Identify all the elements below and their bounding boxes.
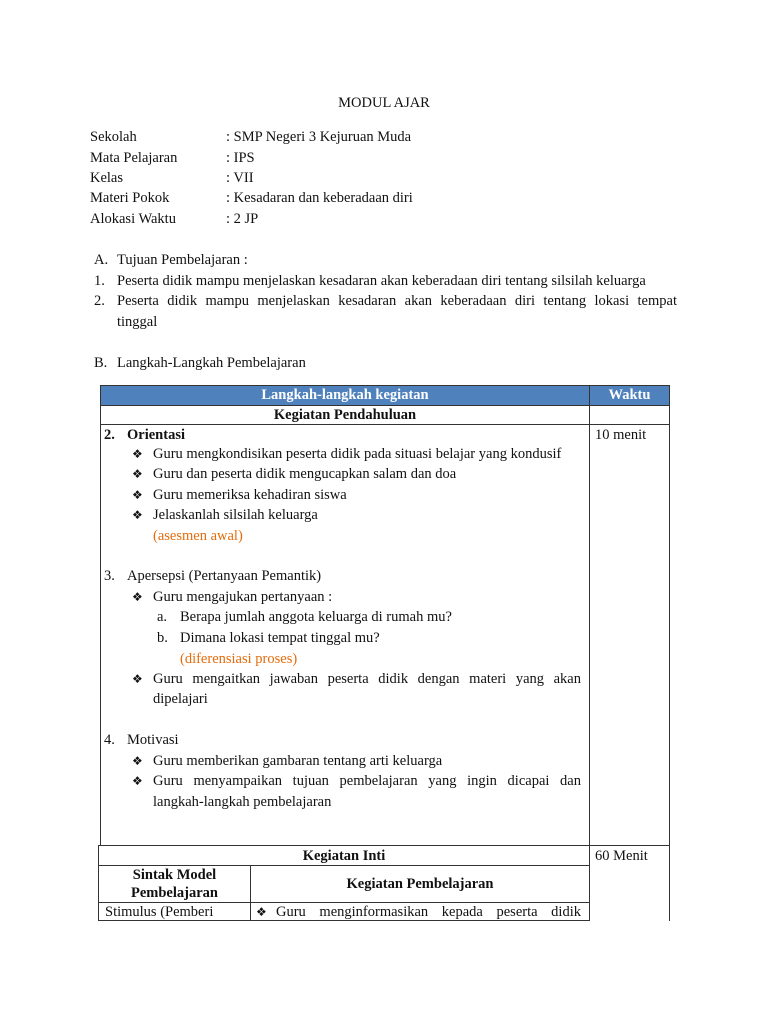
section-a-marker: A.	[94, 252, 109, 268]
page-title: MODUL AJAR	[338, 95, 430, 111]
table-border	[669, 385, 670, 921]
info-value: : SMP Negeri 3 Kejuruan Muda	[226, 129, 412, 145]
info-label: Materi Pokok	[90, 190, 170, 206]
list-item: langkah-langkah pembelajaran	[153, 794, 332, 810]
bullet-icon: ❖	[132, 447, 143, 461]
differentiation-note: (diferensiasi proses)	[180, 651, 298, 667]
info-value: : VII	[226, 170, 254, 186]
list-item: Guru mengajukan pertanyaan :	[153, 589, 333, 605]
list-item: Guru memeriksa kehadiran siswa	[153, 487, 347, 503]
orientasi-time: 10 menit	[595, 427, 647, 443]
list-number: 2.	[94, 293, 105, 309]
question-text: Dimana lokasi tempat tinggal mu?	[180, 630, 380, 646]
info-label: Kelas	[90, 170, 124, 186]
apersepsi-number: 3.	[104, 568, 115, 584]
list-item-text: Peserta didik mampu menjelaskan kesadaran akan keberadaan diri tentang silsilah keluarga	[117, 273, 646, 289]
table-border	[589, 385, 590, 921]
info-value: : IPS	[226, 150, 255, 166]
list-item: Guru mengkondisikan peserta didik pada situasi belajar yang kondusif	[153, 446, 562, 462]
question-marker: a.	[157, 609, 168, 625]
list-item: Jelaskanlah silsilah keluarga	[153, 507, 318, 523]
activity-header: Kegiatan Pembelajaran	[346, 876, 494, 892]
question-marker: b.	[157, 630, 168, 646]
table-border	[100, 385, 670, 386]
apersepsi-title: Apersepsi (Pertanyaan Pemantik)	[127, 568, 322, 584]
syntax-cell: Stimulus (Pemberi	[105, 904, 214, 920]
bullet-icon: ❖	[132, 672, 143, 686]
table-border	[100, 424, 670, 425]
table-header-activity: Langkah-langkah kegiatan	[261, 387, 429, 403]
list-item: dipelajari	[153, 691, 208, 707]
bullet-icon: ❖	[132, 508, 143, 522]
info-label: Mata Pelajaran	[90, 150, 178, 166]
section-a-heading: Tujuan Pembelajaran :	[117, 252, 248, 268]
list-number: 1.	[94, 273, 105, 289]
bullet-icon: ❖	[132, 590, 143, 604]
list-item: Guru dan peserta didik mengucapkan salam dan doa	[153, 466, 457, 482]
bullet-icon: ❖	[132, 467, 143, 481]
pendahuluan-title: Kegiatan Pendahuluan	[273, 407, 417, 423]
info-label: Sekolah	[90, 129, 137, 145]
list-item: Guru menyampaikan tujuan pembelajaran yang ingin dicapai dan	[153, 773, 581, 789]
motivasi-number: 4.	[104, 732, 115, 748]
section-b-marker: B.	[94, 355, 108, 371]
list-item: Guru mengaitkan jawaban peserta didik dengan materi yang akan	[153, 671, 581, 687]
inti-time: 60 Menit	[595, 848, 648, 864]
syntax-header-line2: Pembelajaran	[131, 885, 218, 901]
activity-cell: Guru menginformasikan kepada peserta didik	[276, 904, 581, 920]
list-item: Guru memberikan gambaran tentang arti keluarga	[153, 753, 443, 769]
info-label: Alokasi Waktu	[90, 211, 176, 227]
inti-title: Kegiatan Inti	[302, 848, 386, 864]
table-border	[250, 865, 251, 921]
info-value: : Kesadaran dan keberadaan diri	[226, 190, 413, 206]
bullet-icon: ❖	[132, 488, 143, 502]
bullet-icon: ❖	[132, 774, 143, 788]
table-header-time: Waktu	[608, 387, 651, 403]
table-border	[100, 385, 101, 845]
assessment-note: (asesmen awal)	[153, 528, 243, 544]
section-b-heading: Langkah-Langkah Pembelajaran	[117, 355, 306, 371]
question-text: Berapa jumlah anggota keluarga di rumah mu?	[180, 609, 452, 625]
bullet-icon: ❖	[132, 754, 143, 768]
motivasi-title: Motivasi	[127, 732, 179, 748]
orientasi-number: 2.	[104, 427, 115, 443]
info-value: : 2 JP	[226, 211, 259, 227]
syntax-header-line1: Sintak Model	[132, 867, 217, 883]
list-item-text: Peserta didik mampu menjelaskan kesadaran akan keberadaan diri tentang lokasi tempat	[117, 293, 677, 309]
list-item-text: tinggal	[117, 314, 158, 330]
orientasi-title: Orientasi	[127, 427, 185, 443]
bullet-icon: ❖	[256, 905, 267, 919]
table-border	[98, 845, 670, 846]
